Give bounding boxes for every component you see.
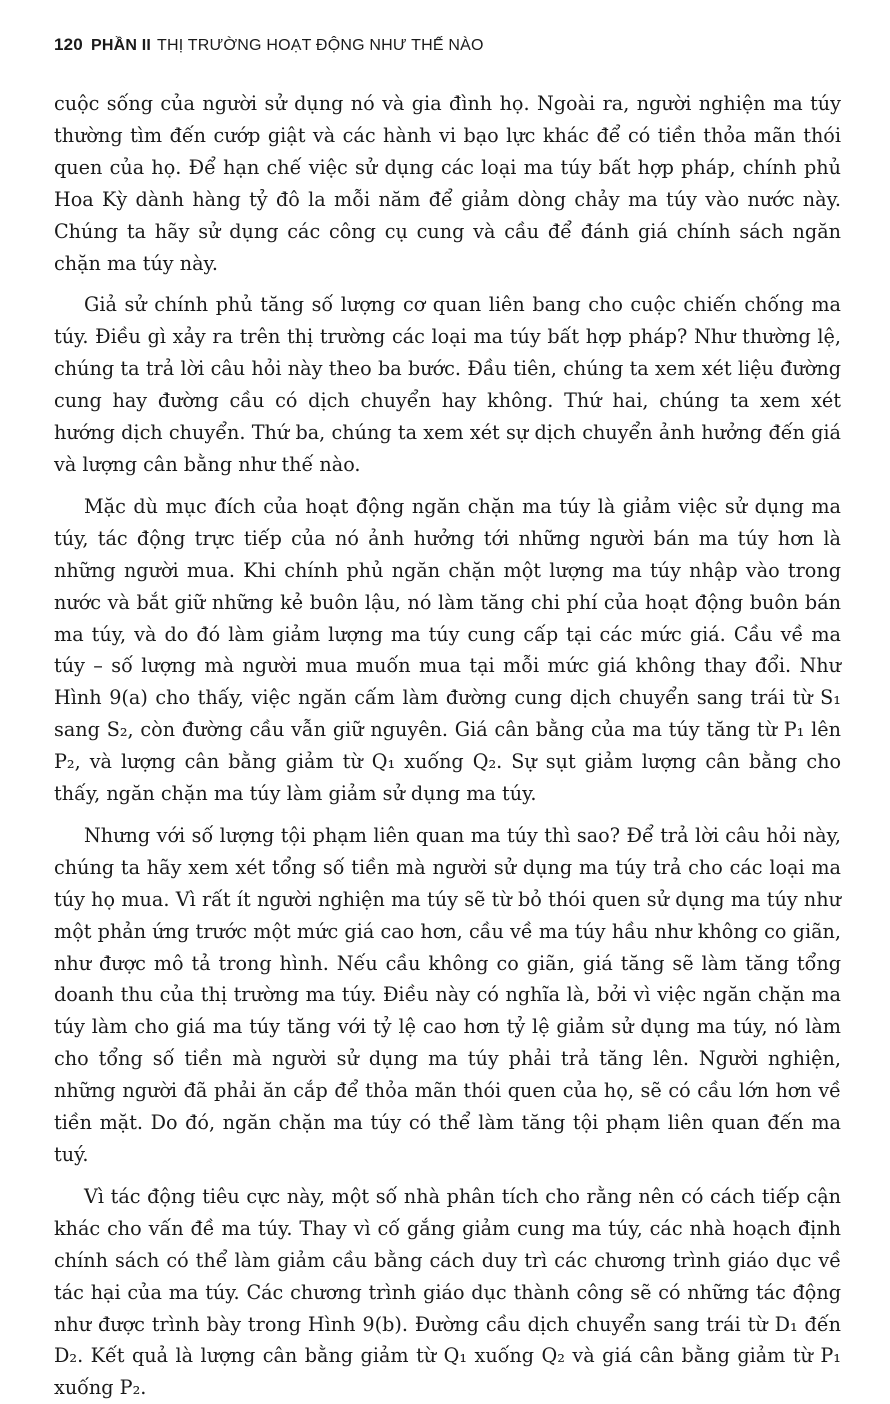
paragraph-2: Giả sử chính phủ tăng số lượng cơ quan liên bang cho cuộc chiến chống ma túy. Điều gì xảy ra trên thị trường các loại ma túy bất hợp pháp? Như thường lệ, chúng ta trả lời câu hỏi này theo ba bước. Đầu tiên, chúng ta xem xét liệu đường cung hay đường cầu có dịch chuyển hay không. Thứ hai, chúng ta xem xét hướng dịch chuyển. Thứ ba, chúng ta xem xét sự dịch chuyển ảnh hưởng đến giá và lượng cân bằng như thế nào.: [54, 293, 841, 476]
part-title: THỊ TRƯỜNG HOẠT ĐỘNG NHƯ THẾ NÀO: [157, 37, 484, 54]
paragraph-5: Vì tác động tiêu cực này, một số nhà phân tích cho rằng nên có cách tiếp cận khác cho vấn đề ma túy. Thay vì cố gắng giảm cung ma túy, các nhà hoạch định chính sách có thể làm giảm cầu bằng cách duy trì các chương trình giáo dục về tác hại của ma túy. Các chương trình giáo dục thành công sẽ có những tác động như được trình bày trong Hình 9(b). Đường cầu dịch chuyển sang trái từ D₁ đến D₂. Kết quả là lượng cân bằng giảm từ Q₁ xuống Q₂ và giá cân bằng giảm từ P₁ xuống P₂.: [54, 1184, 841, 1400]
page-number: 120: [54, 35, 83, 54]
paragraph-1: cuộc sống của người sử dụng nó và gia đình họ. Ngoài ra, người nghiện ma túy thường tìm đến cướp giật và các hành vi bạo lực khác để có tiền thỏa mãn thói quen của họ. Để hạn chế việc sử dụng các loại ma túy bất hợp pháp, chính phủ Hoa Kỳ dành hàng tỷ đô la mỗi năm để giảm dòng chảy ma túy vào nước này. Chúng ta hãy sử dụng các công cụ cung và cầu để đánh giá chính sách ngăn chặn ma túy này.: [54, 92, 841, 275]
paragraph-3: Mặc dù mục đích của hoạt động ngăn chặn ma túy là giảm việc sử dụng ma túy, tác động trực tiếp của nó ảnh hưởng tới những người bán ma túy hơn là những người mua. Khi chính phủ ngăn chặn một lượng ma túy nhập vào trong nước và bắt giữ những kẻ buôn lậu, nó làm tăng chi phí của hoạt động buôn bán ma túy, và do đó làm giảm lượng ma túy cung cấp tại các mức giá. Cầu về ma túy – số lượng mà người mua muốn mua tại mỗi mức giá không thay đổi. Như Hình 9(a) cho thấy, việc ngăn cấm làm đường cung dịch chuyển sang trái từ S₁ sang S₂, còn đường cầu vẫn giữ nguyên. Giá cân bằng của ma túy tăng từ P₁ lên P₂, và lượng cân bằng giảm từ Q₁ xuống Q₂. Sự sụt giảm lượng cân bằng cho thấy, ngăn chặn ma túy làm giảm sử dụng ma túy.: [54, 494, 841, 806]
running-header: [54, 35, 484, 55]
body-text: [54, 88, 841, 1404]
paragraph-4: Nhưng với số lượng tội phạm liên quan ma túy thì sao? Để trả lời câu hỏi này, chúng ta hãy xem xét tổng số tiền mà người sử dụng ma túy trả cho các loại ma túy họ mua. Vì rất ít người nghiện ma túy sẽ từ bỏ thói quen sử dụng ma túy như một phản ứng trước một mức giá cao hơn, cầu về ma túy hầu như không co giãn, như được mô tả trong hình. Nếu cầu không co giãn, giá tăng sẽ làm tăng tổng doanh thu của thị trường ma túy. Điều này có nghĩa là, bởi vì việc ngăn chặn ma túy làm cho giá ma túy tăng với tỷ lệ cao hơn tỷ lệ giảm sử dụng ma túy, nó làm cho tổng số tiền mà người sử dụng ma túy phải trả tăng lên. Người nghiện, những người đã phải ăn cắp để thỏa mãn thói quen của họ, sẽ có cầu lớn hơn về tiền mặt. Do đó, ngăn chặn ma túy có thể làm tăng tội phạm liên quan đến ma tuý.: [54, 823, 841, 1166]
part-label: PHẦN II: [90, 37, 152, 54]
